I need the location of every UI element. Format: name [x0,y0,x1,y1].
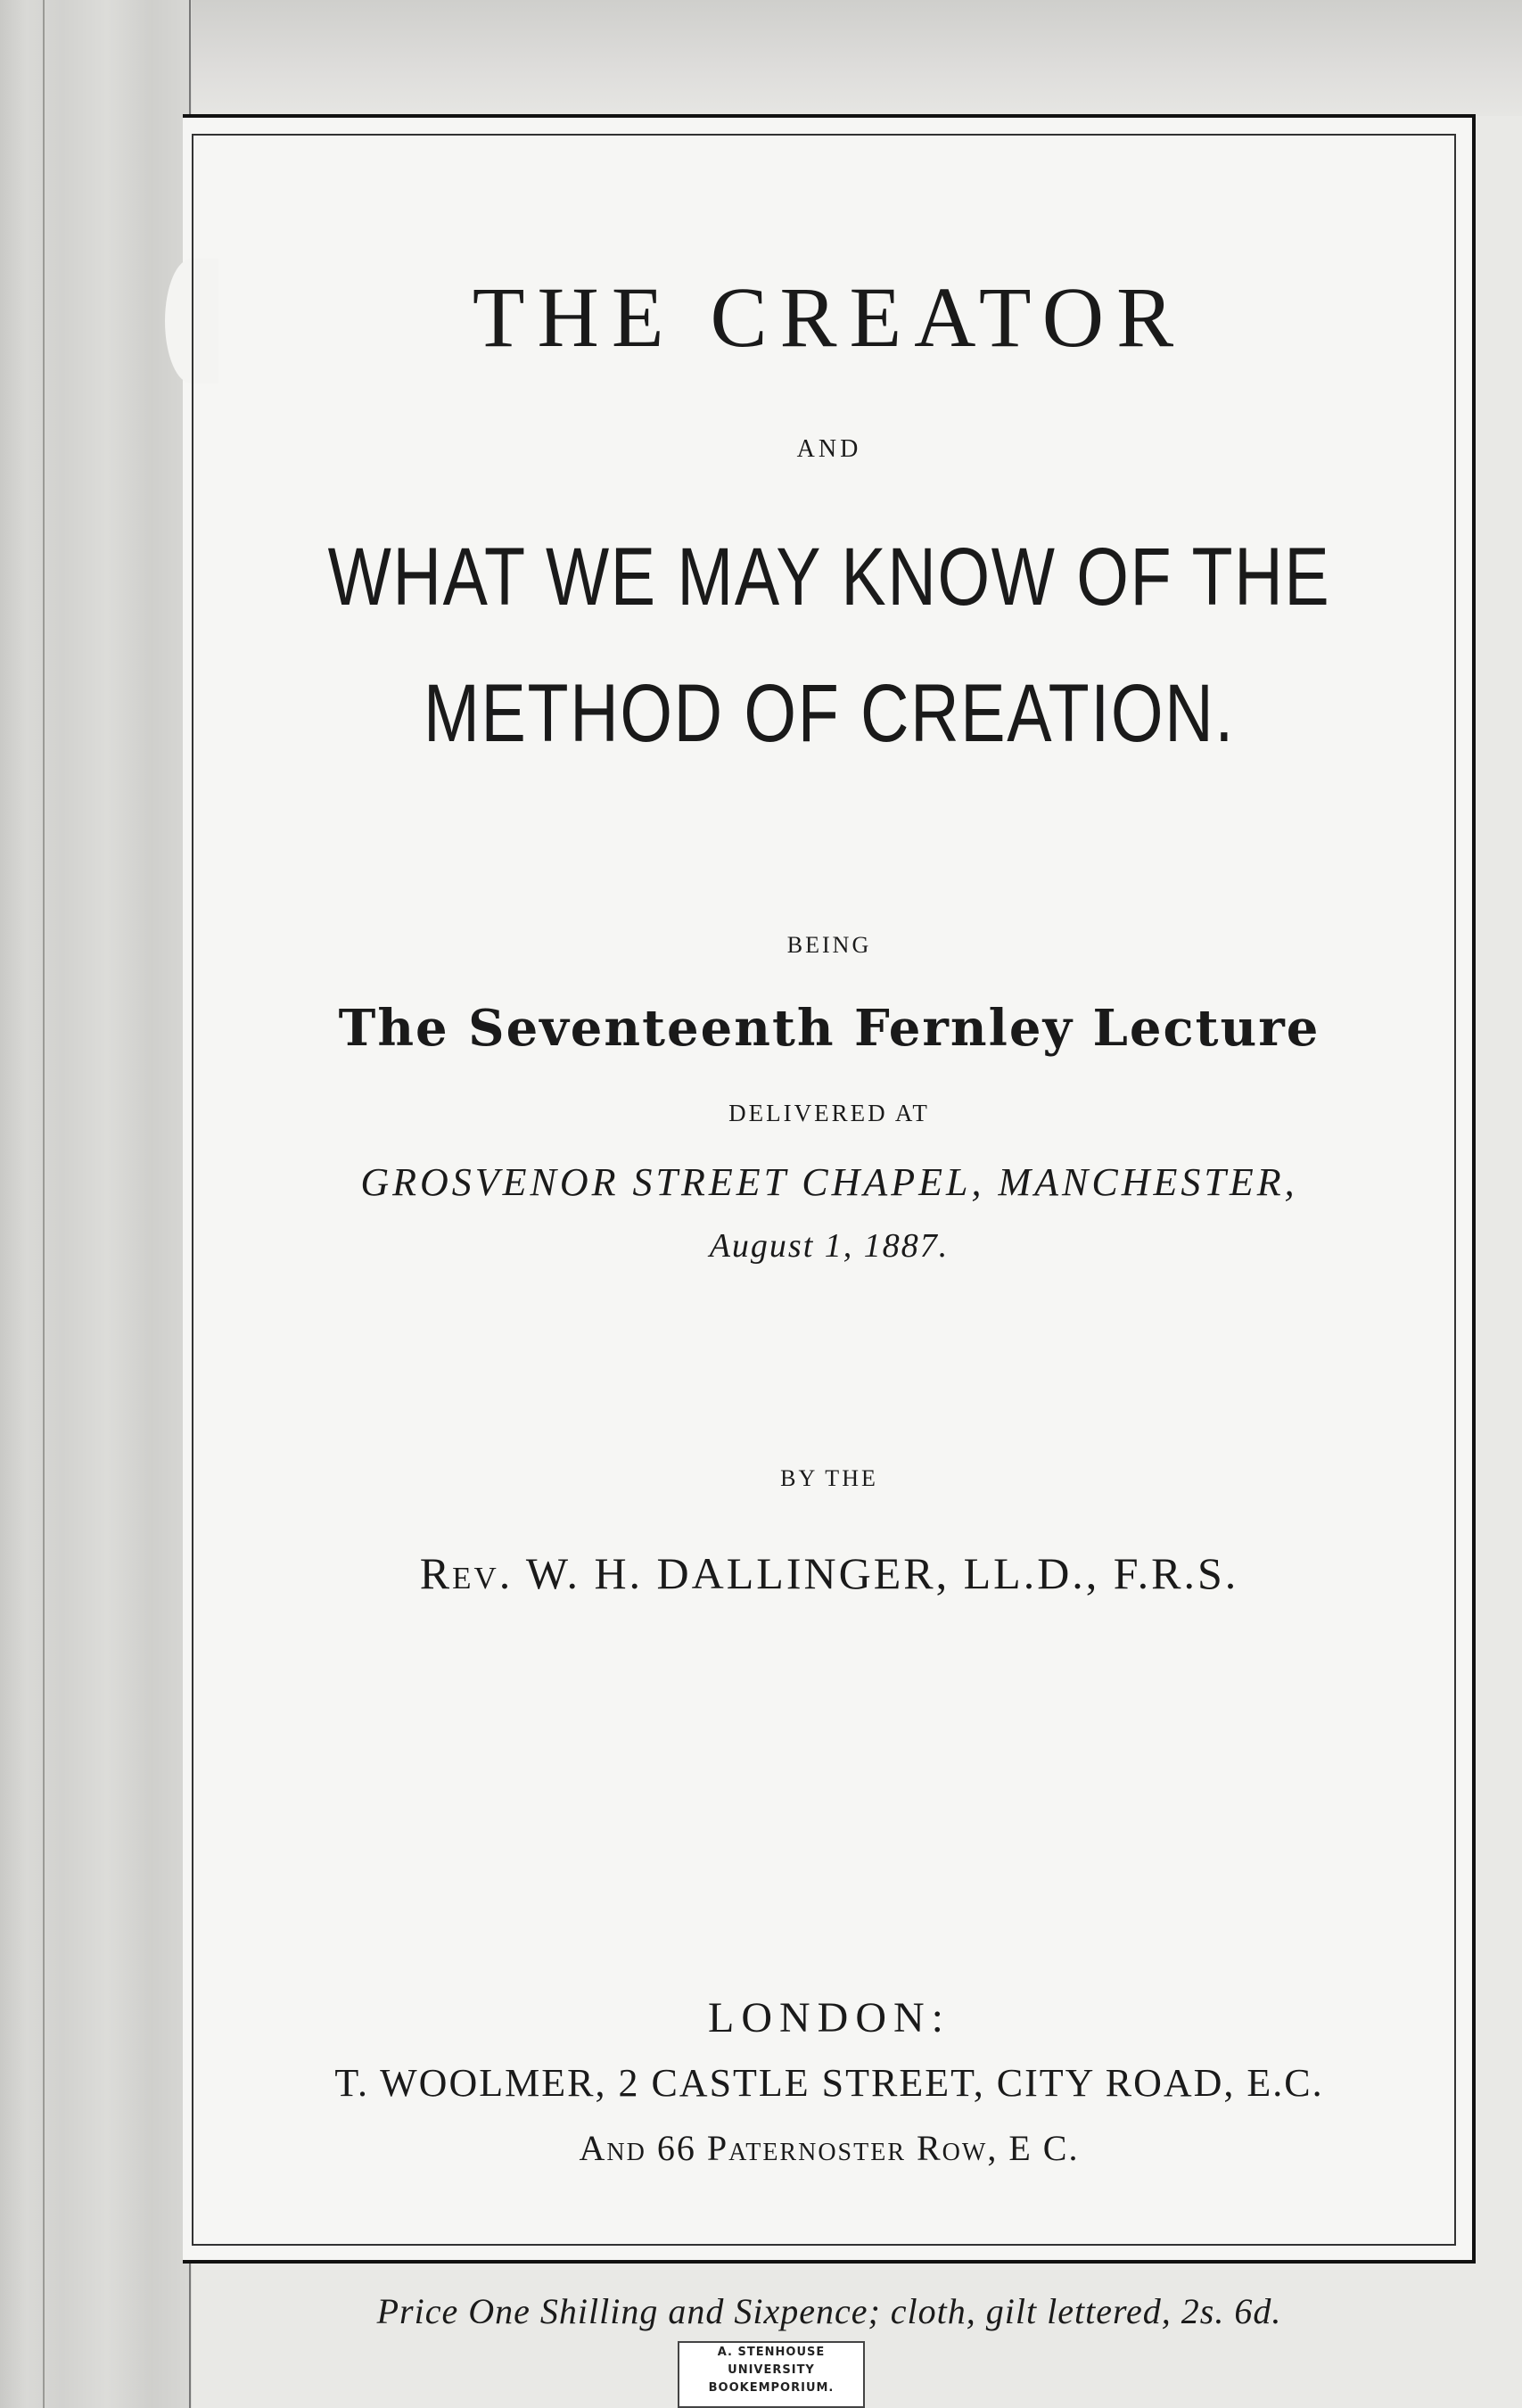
subtitle-line-2: METHOD OF CREATION. [424,668,1235,759]
bottom-border-rule [183,2260,1476,2264]
delivered-at-label: DELIVERED AT [728,1100,930,1126]
stamp-line-3: BOOKEMPORIUM. [708,2381,835,2395]
title-conjunction: AND [796,435,862,463]
price-line: Price One Shilling and Sixpence; cloth, gilt lettered, 2s. 6d. [376,2291,1282,2331]
top-border-rule [183,114,1476,118]
book-spine [0,0,192,2408]
publisher: T. WOOLMER, 2 CASTLE STREET, CITY ROAD, E.C. [334,2061,1324,2105]
publisher-address: And 66 Paternoster Row, E C. [579,2128,1080,2168]
lecture-date: August 1, 1887. [709,1227,950,1265]
being-label: BEING [786,932,872,958]
venue: GROSVENOR STREET CHAPEL, MANCHESTER, [360,1160,1298,1204]
subtitle-line-1: WHAT WE MAY KNOW OF THE [327,532,1331,623]
spine-fold-line [43,0,45,2408]
stamp-line-1: A. STENHOUSE [717,2346,826,2359]
cover-top-edge [0,0,1522,116]
stamp-line-2: UNIVERSITY [728,2363,815,2377]
imprint-city: LONDON: [708,1994,950,2041]
by-the-label: BY THE [780,1465,878,1491]
title-main: THE CREATOR [472,269,1187,365]
bookseller-stamp [678,2341,865,2408]
author: Rev. W. H. DALLINGER, LL.D., F.R.S. [419,1548,1239,1598]
lecture-name: The Seventeenth Fernley Lecture [338,999,1320,1058]
